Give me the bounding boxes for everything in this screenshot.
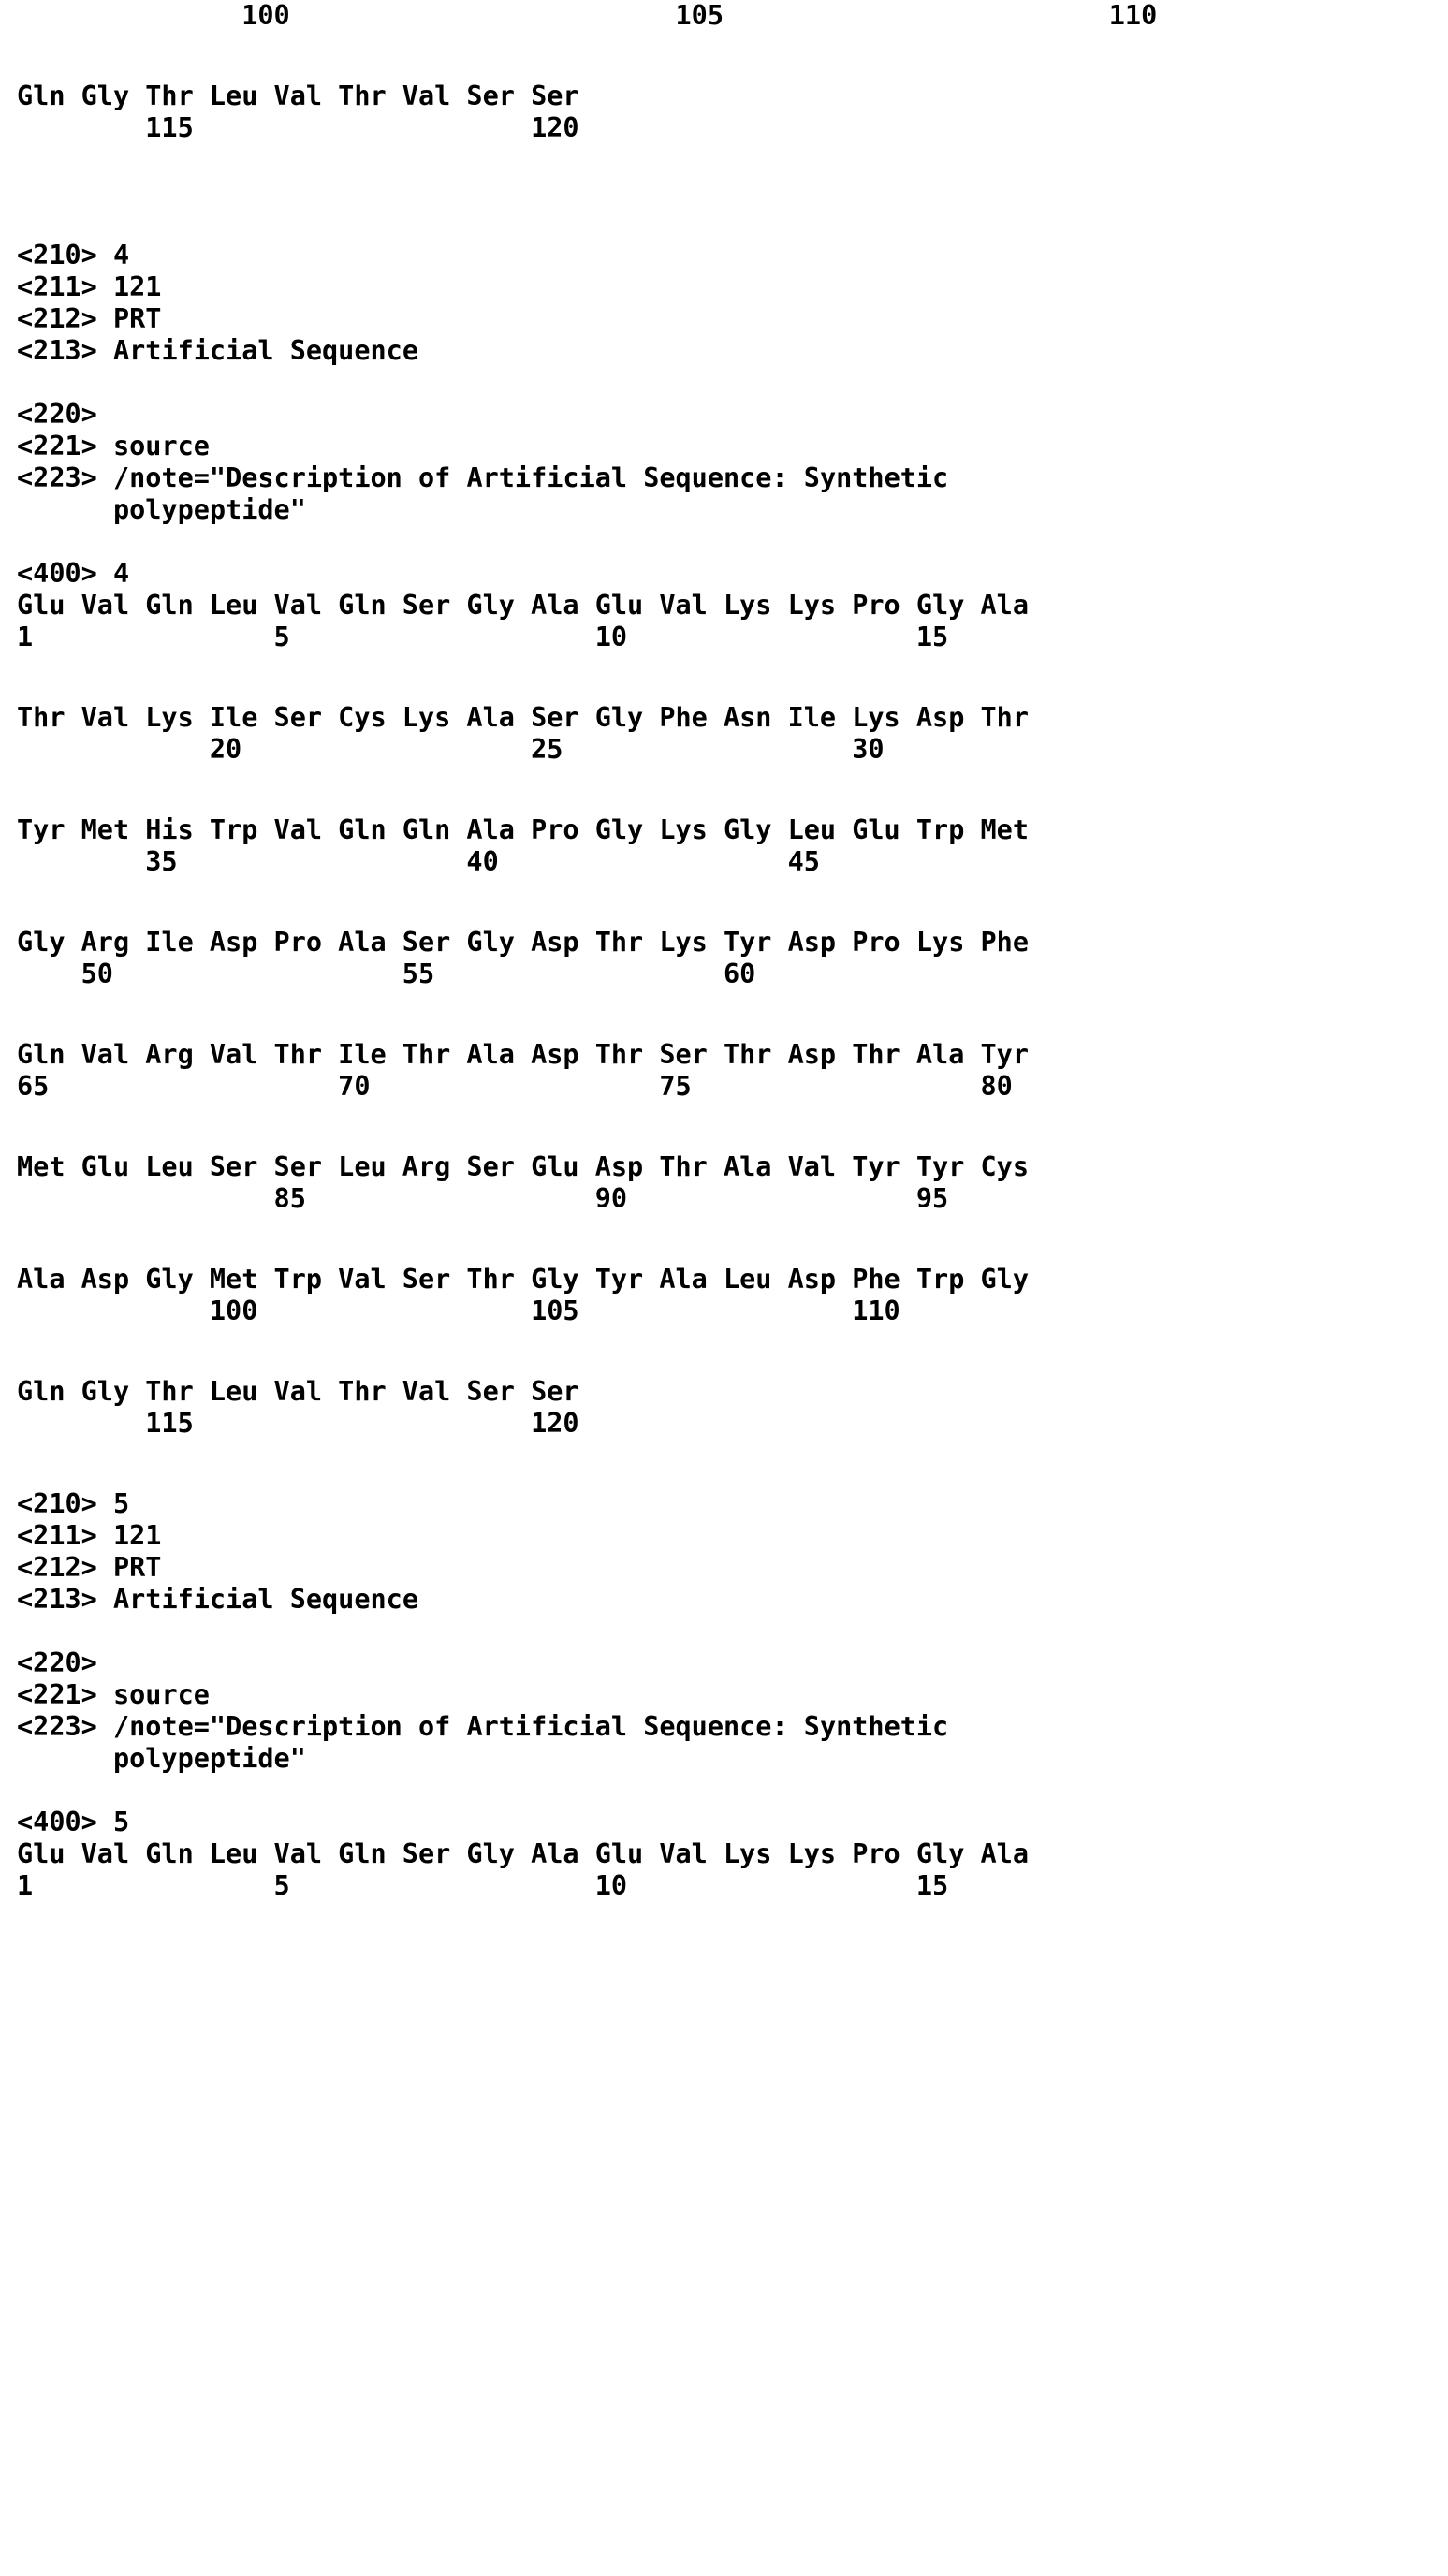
spacer — [17, 1103, 1448, 1151]
residue-number-row: 1 5 10 15 — [17, 622, 949, 652]
residue-row: Met Glu Leu Ser Ser Leu Arg Ser Glu Asp Thr Ala Val Tyr Tyr Cys — [17, 1151, 1029, 1182]
tag-220 — [17, 1647, 1448, 1679]
tag-221-name: <221> — [17, 1679, 97, 1710]
spacer — [17, 1775, 1448, 1807]
spacer — [17, 208, 1448, 240]
tag-400-value: 4 — [112, 558, 130, 589]
tag-210 — [17, 1488, 1448, 1520]
residue-number-row: 50 55 60 — [17, 959, 756, 989]
tag-210-value: 4 — [112, 240, 130, 271]
tag-212-value: PRT — [112, 1552, 162, 1583]
spacer — [17, 1616, 1448, 1647]
tag-210-name: <210> — [17, 240, 97, 271]
tag-223-value: /note="Description of Artificial Sequence: Synthetic — [112, 1711, 949, 1742]
residue-number-row: 35 40 45 — [17, 846, 820, 877]
residue-number-row: 115 120 — [17, 1408, 579, 1439]
tag-212 — [17, 303, 1448, 335]
tag-221 — [17, 1679, 1448, 1711]
tag-210-name: <210> — [17, 1488, 97, 1519]
tag-223-continuation: polypeptide" — [17, 494, 306, 525]
residue-number-row: 20 25 30 — [17, 734, 885, 765]
tag-210 — [17, 240, 1448, 271]
tag-220 — [17, 399, 1448, 431]
residue-row: Glu Val Gln Leu Val Gln Ser Gly Ala Glu Val Lys Lys Pro Gly Ala — [17, 1838, 1029, 1869]
tag-213 — [17, 335, 1448, 367]
tag-223-name: <223> — [17, 1711, 97, 1742]
residue-number-row: 1 5 10 15 — [17, 1870, 949, 1901]
residue-row: Glu Val Gln Leu Val Gln Ser Gly Ala Glu Val Lys Lys Pro Gly Ala — [17, 590, 1029, 621]
tag-223 — [17, 462, 1448, 494]
tag-400 — [17, 1807, 1448, 1838]
tag-400-name: <400> — [17, 1807, 97, 1837]
tag-223-name: <223> — [17, 462, 97, 493]
tag-211-value: 121 — [112, 1520, 162, 1551]
residue-number-row: 85 90 95 — [17, 1183, 949, 1214]
spacer — [17, 1440, 1448, 1488]
tag-221-name: <221> — [17, 431, 97, 461]
spacer — [17, 766, 1448, 814]
spacer — [17, 32, 1448, 80]
tag-223 — [17, 1711, 1448, 1743]
residue-row: Ala Asp Gly Met Trp Val Ser Thr Gly Tyr Ala Leu Asp Phe Trp Gly — [17, 1264, 1029, 1295]
residue-row: Thr Val Lys Ile Ser Cys Lys Ala Ser Gly Phe Asn Ile Lys Asp Thr — [17, 702, 1029, 733]
tag-220-name: <220> — [17, 1647, 97, 1678]
spacer — [17, 990, 1448, 1039]
tag-212-value: PRT — [112, 303, 162, 334]
tag-211-value: 121 — [112, 271, 162, 302]
residue-number-row: 65 70 75 80 — [17, 1071, 1013, 1102]
sequence-record-4 — [17, 240, 1448, 1440]
tag-211 — [17, 271, 1448, 303]
tag-213 — [17, 1584, 1448, 1616]
tag-400-value: 5 — [112, 1807, 130, 1837]
tag-221 — [17, 431, 1448, 462]
spacer — [17, 1215, 1448, 1264]
residue-number-row: 115 120 — [17, 112, 579, 143]
sequence-record-5 — [17, 1488, 1448, 1902]
tag-400 — [17, 558, 1448, 590]
tag-213-value: Artificial Sequence — [112, 1584, 418, 1615]
residue-number-row: 100 105 110 — [17, 0, 1158, 31]
tag-211-name: <211> — [17, 1520, 97, 1551]
residue-row: Gln Gly Thr Leu Val Thr Val Ser Ser — [17, 1376, 579, 1407]
tag-223-value: /note="Description of Artificial Sequence: Synthetic — [112, 462, 949, 493]
tag-211-name: <211> — [17, 271, 97, 302]
residue-row: Tyr Met His Trp Val Gln Gln Ala Pro Gly Lys Gly Leu Glu Trp Met — [17, 814, 1029, 845]
residue-number-row: 100 105 110 — [17, 1295, 900, 1326]
tag-212 — [17, 1552, 1448, 1584]
sequence-block-tail — [17, 80, 1448, 144]
tag-213-name: <213> — [17, 335, 97, 366]
spacer — [17, 367, 1448, 399]
residue-row: Gln Val Arg Val Thr Ile Thr Ala Asp Thr Ser Thr Asp Thr Ala Tyr — [17, 1039, 1029, 1070]
tag-213-name: <213> — [17, 1584, 97, 1615]
tag-220-name: <220> — [17, 399, 97, 430]
tag-212-name: <212> — [17, 1552, 97, 1583]
tag-210-value: 5 — [112, 1488, 130, 1519]
tag-400-name: <400> — [17, 558, 97, 589]
tag-212-name: <212> — [17, 303, 97, 334]
tag-221-value: source — [112, 431, 210, 461]
tag-213-value: Artificial Sequence — [112, 335, 418, 366]
spacer — [17, 878, 1448, 927]
spacer — [17, 144, 1448, 208]
tag-221-value: source — [112, 1679, 210, 1710]
tag-223-continuation: polypeptide" — [17, 1743, 306, 1774]
spacer — [17, 653, 1448, 702]
residue-row: Gln Gly Thr Leu Val Thr Val Ser Ser — [17, 80, 579, 111]
tag-211 — [17, 1520, 1448, 1552]
residue-row: Gly Arg Ile Asp Pro Ala Ser Gly Asp Thr Lys Tyr Asp Pro Lys Phe — [17, 927, 1029, 958]
spacer — [17, 1327, 1448, 1376]
spacer — [17, 526, 1448, 558]
